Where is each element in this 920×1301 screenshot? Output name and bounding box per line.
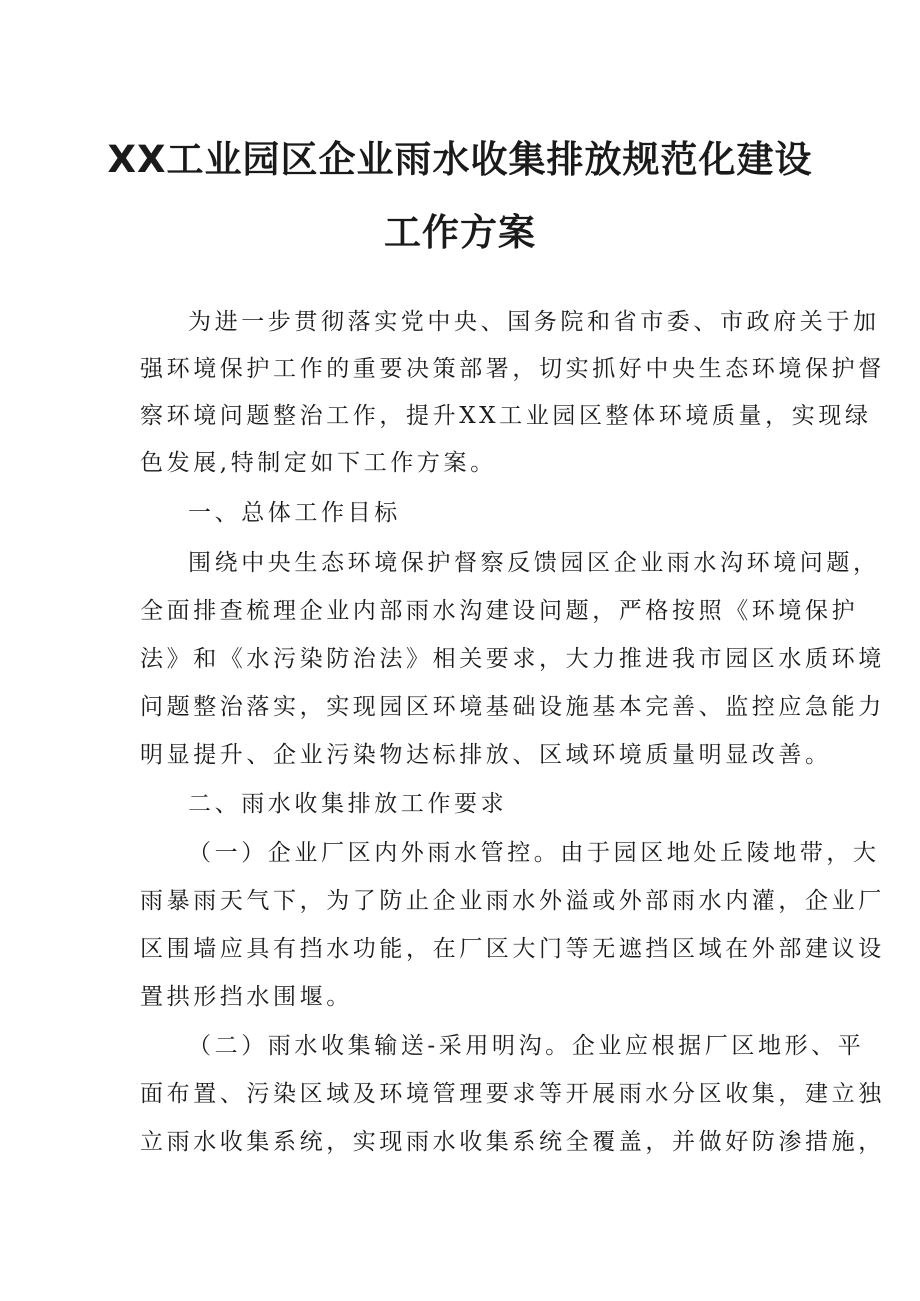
document-title-line-1: XX工业园区企业雨水收集排放规范化建设 (107, 138, 813, 181)
intro-paragraph-line: 强环境保护工作的重要决策部署，切实抓好中央生态环境保护督 (140, 356, 885, 382)
requirement-1-line: 置拱形挡水围堰。 (140, 984, 353, 1010)
intro-paragraph-line: 察环境问题整治工作，提升XX工业园区整体环境质量，实现绿 (140, 403, 872, 429)
requirement-1-line: （一）企业厂区内外雨水管控。由于园区地处丘陵地带，大 (188, 840, 880, 866)
section-heading-2: 二、雨水收集排放工作要求 (188, 791, 508, 817)
requirement-2-line: （二）雨水收集输送-采用明沟。企业应根据厂区地形、平 (188, 1033, 865, 1059)
requirement-2-line: 立雨水收集系统，实现雨水收集系统全覆盖，并做好防渗措施， (140, 1129, 885, 1155)
goal-paragraph-line: 全面排查梳理企业内部雨水沟建设问题，严格按照《环境保护 (140, 598, 859, 624)
requirement-1-line: 雨暴雨天气下，为了防止企业雨水外溢或外部雨水内灌，企业厂 (140, 888, 885, 914)
requirement-1-line: 区围墙应具有挡水功能，在厂区大门等无遮挡区域在外部建议设 (140, 936, 885, 962)
document-title-line-2: 工作方案 (384, 211, 536, 254)
goal-paragraph-line: 法》和《水污染防治法》相关要求，大力推进我市园区水质环境 (140, 646, 885, 672)
intro-paragraph-line: 色发展,特制定如下工作方案。 (140, 450, 497, 476)
requirement-2-line: 面布置、污染区域及环境管理要求等开展雨水分区收集，建立独 (140, 1081, 885, 1107)
goal-paragraph-line: 围绕中央生态环境保护督察反馈园区企业雨水沟环境问题， (188, 550, 880, 576)
goal-paragraph-line: 明显提升、企业污染物达标排放、区域环境质量明显改善。 (140, 742, 832, 768)
intro-paragraph-line: 为进一步贯彻落实党中央、国务院和省市委、市政府关于加 (188, 309, 880, 335)
section-heading-1: 一、总体工作目标 (188, 500, 401, 526)
goal-paragraph-line: 问题整治落实，实现园区环境基础设施基本完善、监控应急能力 (140, 694, 885, 720)
